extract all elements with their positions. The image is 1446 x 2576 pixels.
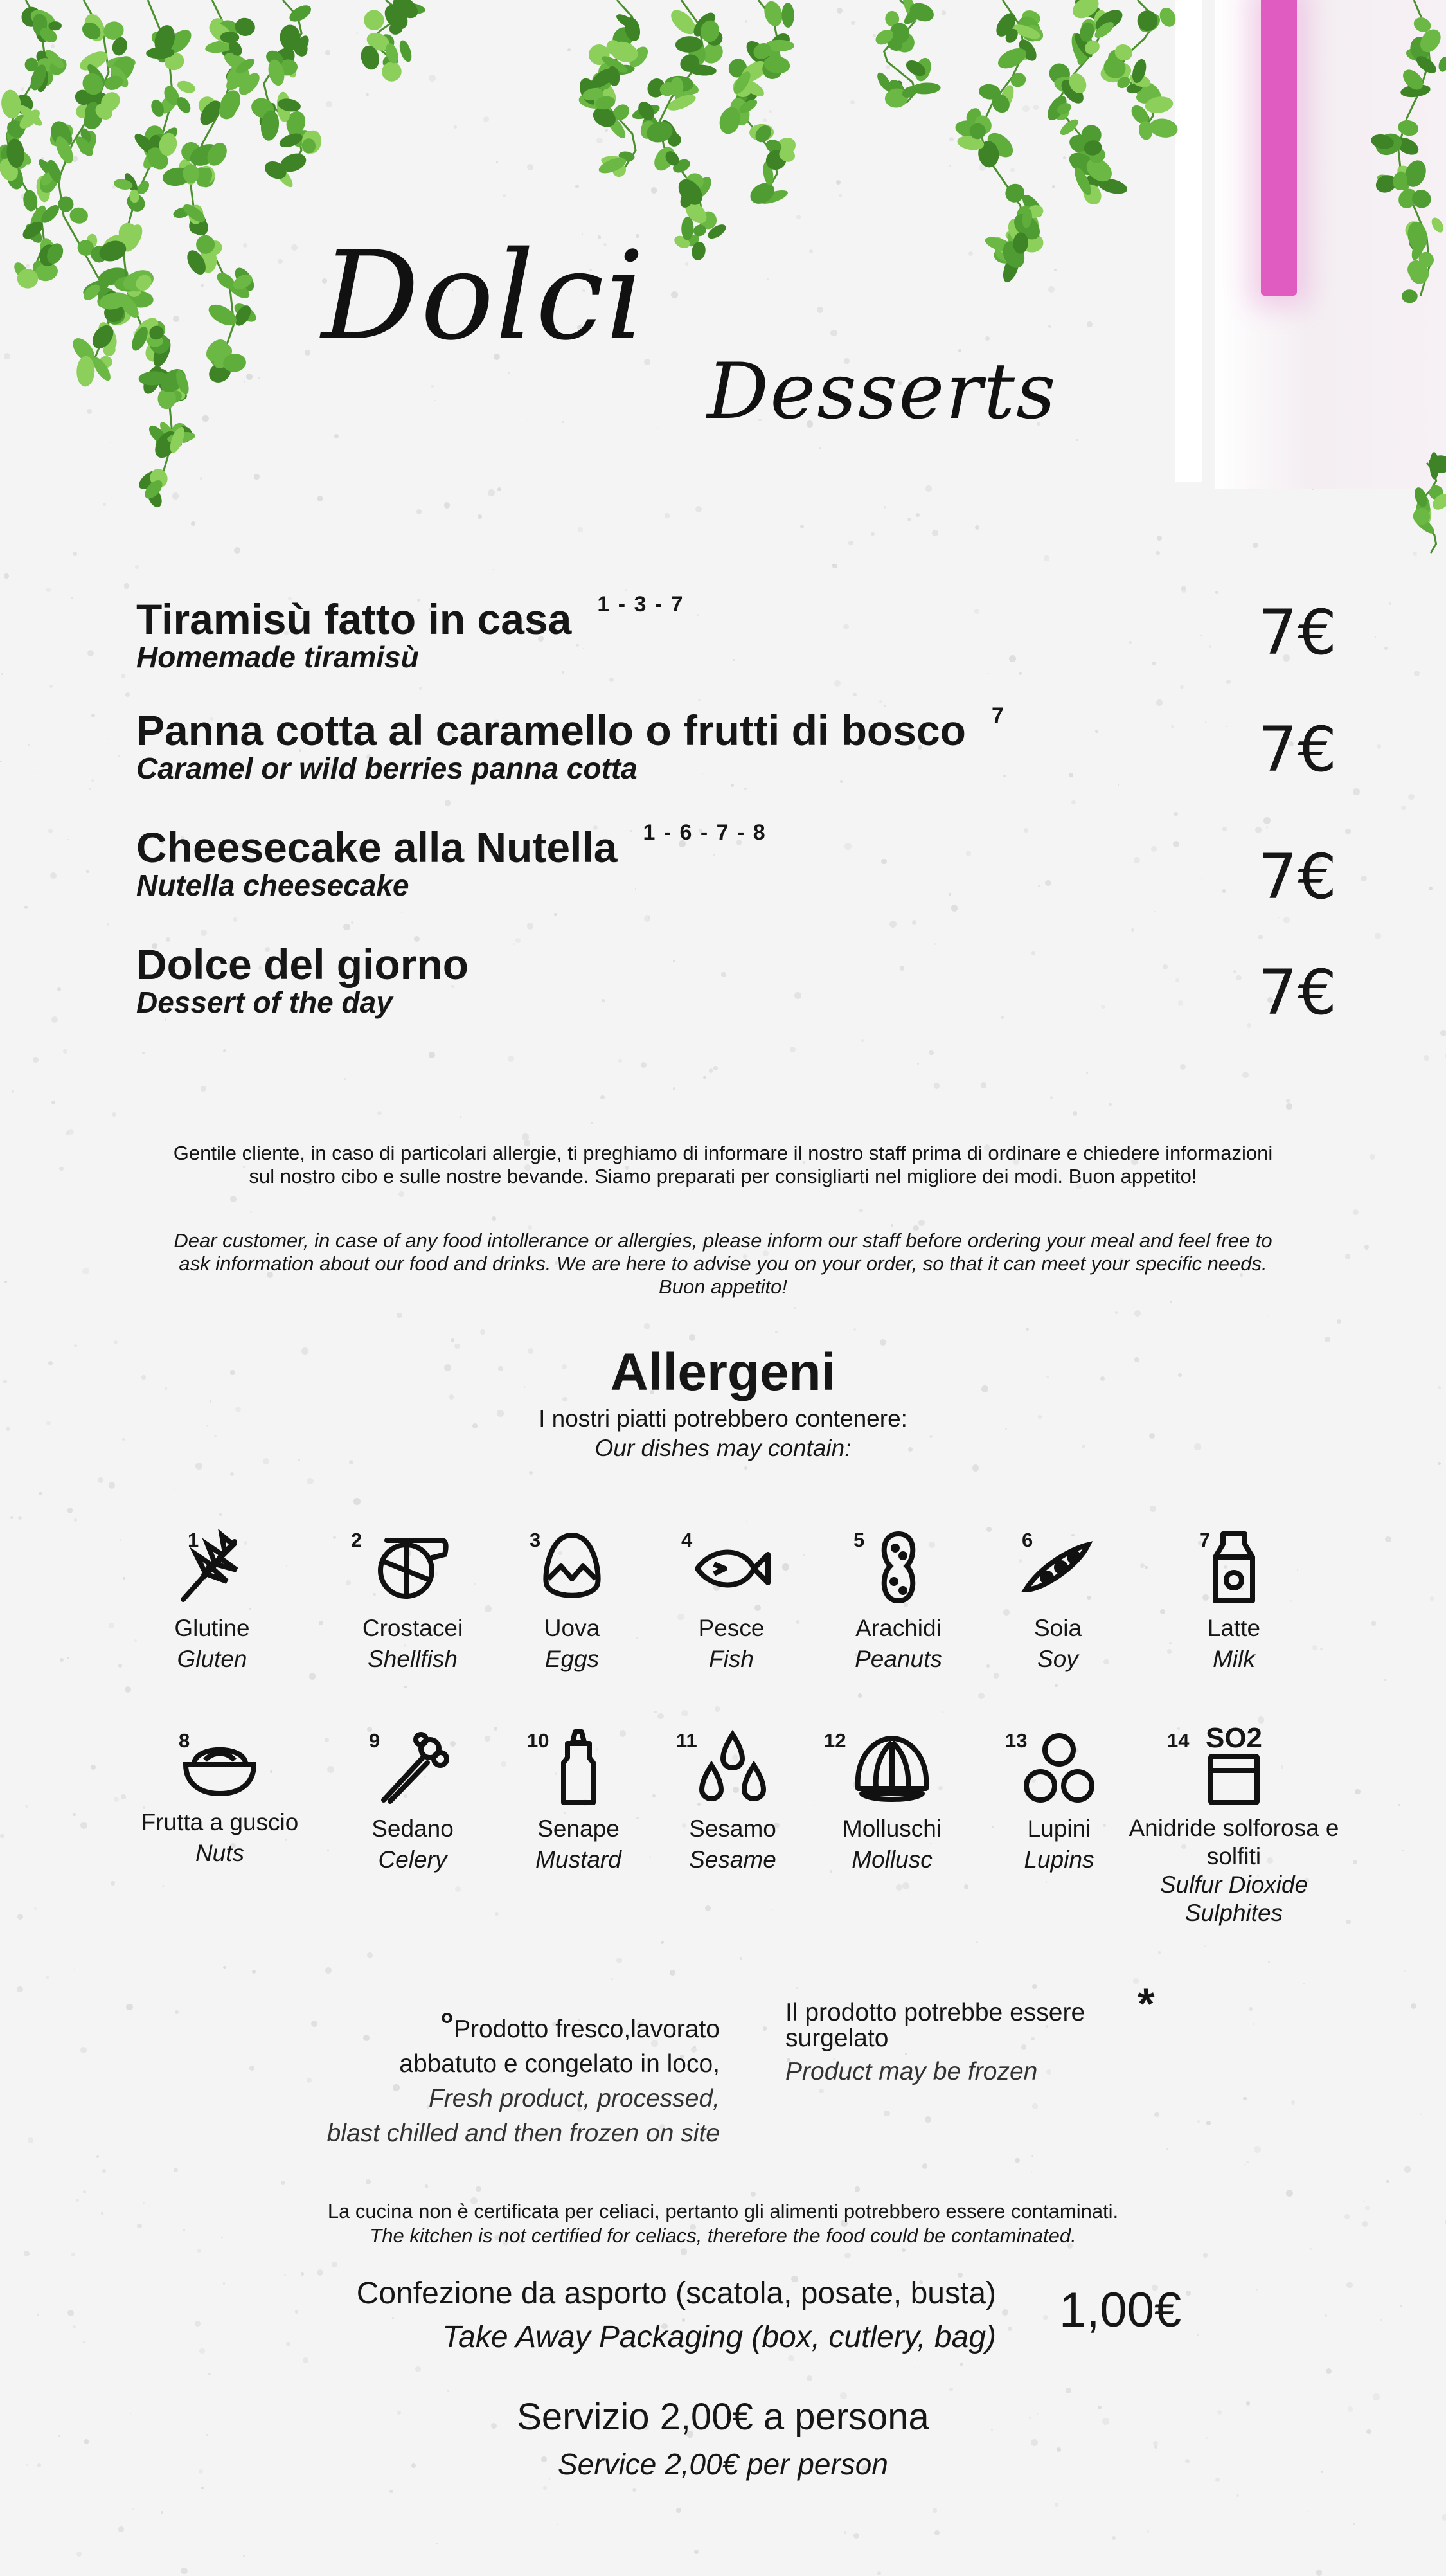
allergen-eggs (488, 1529, 656, 1673)
menu-item (136, 940, 494, 1020)
allergen-label-italian: Uova (544, 1615, 600, 1641)
allergen-label-italian: Glutine (174, 1615, 250, 1641)
allergen-label-english: Gluten (177, 1646, 247, 1672)
allergen-number: 12 (824, 1729, 846, 1752)
pink-neon-bar (1261, 0, 1297, 296)
allergen-lupins (976, 1729, 1143, 1873)
allergen-mustard (495, 1729, 662, 1873)
vine-decoration-far-right (1356, 0, 1446, 566)
service-charge-italian: Servizio 2,00€ a persona (517, 2396, 929, 2438)
allergen-fish (648, 1529, 815, 1673)
allergen-number: 11 (676, 1729, 697, 1752)
allergen-mollusc (808, 1729, 976, 1873)
allergen-label-italian: Pesce (698, 1615, 765, 1641)
allergen-label-english: Mollusc (852, 1846, 933, 1873)
allergens-subtitle-english: Our dishes may contain: (594, 1435, 852, 1461)
takeaway-english: Take Away Packaging (box, cutlery, bag) (442, 2320, 996, 2354)
allergen-label-english: Sesame (689, 1846, 776, 1873)
allergen-sesame (649, 1729, 816, 1873)
takeaway-packaging (180, 2272, 996, 2359)
allergen-label-english: Lupins (1024, 1846, 1094, 1873)
item-allergens: 7 (991, 703, 1005, 728)
allergen-label-english: Peanuts (855, 1646, 942, 1672)
allergy-notice-italian: Gentile cliente, in caso di particolari allergie, ti preghiamo di informare il nostro staff prima di ordinare e chiedere informazioni sul nostro cibo e sulle nostre bevande. Siamo preparati per consigliarti nel migliore dei modi. Buon appetito! (173, 1142, 1273, 1187)
lupin-icon (1017, 1729, 1101, 1806)
allergens-title: Allergeni (610, 1343, 836, 1401)
allergen-label-english: Mustard (535, 1846, 621, 1873)
title-italian: Dolci (321, 225, 646, 367)
celery-icon (371, 1729, 454, 1806)
allergen-peanuts (815, 1529, 982, 1673)
allergen-soy (974, 1529, 1141, 1673)
allergen-sulphites (1118, 1723, 1350, 1927)
item-price: 7€ (1258, 841, 1337, 913)
allergen-label-english: Celery (378, 1846, 447, 1873)
allergen-label-english: Soy (1037, 1646, 1078, 1672)
allergen-number: 1 (188, 1529, 199, 1551)
vine-decoration-right (835, 0, 1195, 296)
allergen-number: 3 (530, 1529, 541, 1551)
item-english-name: Homemade tiramisù (136, 640, 419, 674)
menu-item (136, 703, 1005, 786)
allergen-label-italian: Sedano (371, 1815, 454, 1842)
allergen-label-english: Nuts (195, 1840, 245, 1866)
egg-icon (537, 1529, 607, 1606)
celiac-note-italian: La cucina non è certificata per celiaci, pertanto gli alimenti potrebbero essere contaminati. (327, 2200, 1119, 2222)
allergens-subtitle-italian: I nostri piatti potrebbero contenere: (539, 1405, 907, 1432)
fresh-note-english-2: blast chilled and then frozen on site (326, 2120, 720, 2147)
frozen-note-italian-2: surgelato (785, 2024, 889, 2052)
item-english-name: Caramel or wild berries panna cotta (136, 752, 638, 785)
item-allergens: 1 - 3 - 7 (597, 592, 684, 617)
item-allergens: 1 - 6 - 7 - 8 (643, 820, 767, 845)
allergen-number: 2 (351, 1529, 362, 1551)
allergen-label-italian: Latte (1207, 1615, 1261, 1641)
allergen-milk (1150, 1529, 1317, 1673)
fresh-note-english-1: Fresh product, processed, (428, 2085, 720, 2112)
fresh-symbol: ° (440, 2006, 454, 2044)
mollusc-icon (850, 1729, 934, 1806)
item-price: 7€ (1258, 957, 1337, 1029)
item-name: Dolce del giorno (136, 941, 469, 988)
takeaway-price: 1,00€ (1059, 2283, 1182, 2337)
allergen-label-italian: Anidride solforosa e solfiti (1129, 1815, 1339, 1869)
allergen-number: 13 (1005, 1729, 1028, 1752)
frozen-note-english: Product may be frozen (785, 2058, 1038, 2085)
fresh-note-italian-2: abbatuto e congelato in loco, (399, 2050, 720, 2078)
menu-item (136, 592, 684, 674)
allergen-label-english: Milk (1213, 1646, 1255, 1672)
allergen-label-italian: Crostacei (362, 1615, 463, 1641)
celiac-note-english: The kitchen is not certified for celiacs, therefore the food could be contaminated. (370, 2224, 1076, 2247)
allergen-number: 6 (1022, 1529, 1033, 1551)
allergen-label-italian: Lupini (1027, 1815, 1091, 1842)
allergen-number: 8 (179, 1729, 190, 1752)
allergen-label-english: Eggs (544, 1646, 600, 1672)
allergen-gluten (129, 1529, 296, 1673)
so2-icon-text: SO2 (1205, 1722, 1263, 1754)
item-price: 7€ (1258, 597, 1337, 669)
allergen-number: 10 (527, 1729, 549, 1752)
item-name: Panna cotta al caramello o frutti di bosco (136, 707, 966, 754)
allergen-shellfish (329, 1529, 496, 1673)
allergen-celery (329, 1729, 496, 1873)
allergy-notice-english: Dear customer, in case of any food intollerance or allergies, please inform our staff before ordering your meal and feel free to ask information about our food and drinks. We are here to advise you on your order, so that it can meet your specific needs. Buon appetito! (174, 1229, 1272, 1298)
allergen-number: 7 (1199, 1529, 1211, 1551)
item-english-name: Dessert of the day (136, 986, 393, 1019)
item-price: 7€ (1258, 714, 1337, 786)
allergen-label-english: Fish (709, 1646, 754, 1672)
title-english: Desserts (707, 347, 1057, 437)
allergen-label-italian: Sesamo (689, 1815, 776, 1842)
fresh-note-italian-1: Prodotto fresco,lavorato (453, 2015, 720, 2043)
allergen-number: 5 (853, 1529, 865, 1551)
nuts-icon (178, 1729, 262, 1800)
menu-item (136, 820, 767, 903)
fresh-product-note (193, 2006, 720, 2151)
item-name: Tiramisù fatto in casa (136, 595, 572, 643)
frozen-symbol: * (1138, 1979, 1155, 2028)
frozen-product-note (785, 1979, 1184, 2085)
wheat-icon (170, 1529, 254, 1606)
mustard-icon (543, 1729, 614, 1806)
allergen-number: 4 (681, 1529, 693, 1551)
fish-icon (690, 1529, 773, 1606)
peanut-icon (863, 1529, 934, 1606)
allergen-number: 9 (369, 1729, 380, 1752)
allergen-label-italian: Molluschi (842, 1815, 942, 1842)
service-charge-english: Service 2,00€ per person (558, 2447, 888, 2481)
item-name: Cheesecake alla Nutella (136, 824, 618, 871)
allergen-label-italian: Arachidi (855, 1615, 942, 1641)
allergen-label-english: Shellfish (368, 1646, 458, 1672)
allergen-label-italian: Frutta a guscio (141, 1809, 299, 1835)
frozen-note-italian-1: Il prodotto potrebbe essere (785, 1999, 1085, 2026)
so2-icon (1192, 1723, 1276, 1805)
allergen-label-italian: Senape (537, 1815, 620, 1842)
allergen-label-italian: Soia (1033, 1615, 1082, 1641)
shrimp-icon (371, 1529, 454, 1606)
allergen-nuts (136, 1729, 303, 1867)
allergen-number: 14 (1167, 1729, 1190, 1752)
takeaway-italian: Confezione da asporto (scatola, posate, busta) (356, 2276, 996, 2310)
allergen-label-english: Sulfur Dioxide Sulphites (1159, 1871, 1308, 1926)
sesame-icon (691, 1729, 774, 1806)
item-english-name: Nutella cheesecake (136, 869, 409, 902)
